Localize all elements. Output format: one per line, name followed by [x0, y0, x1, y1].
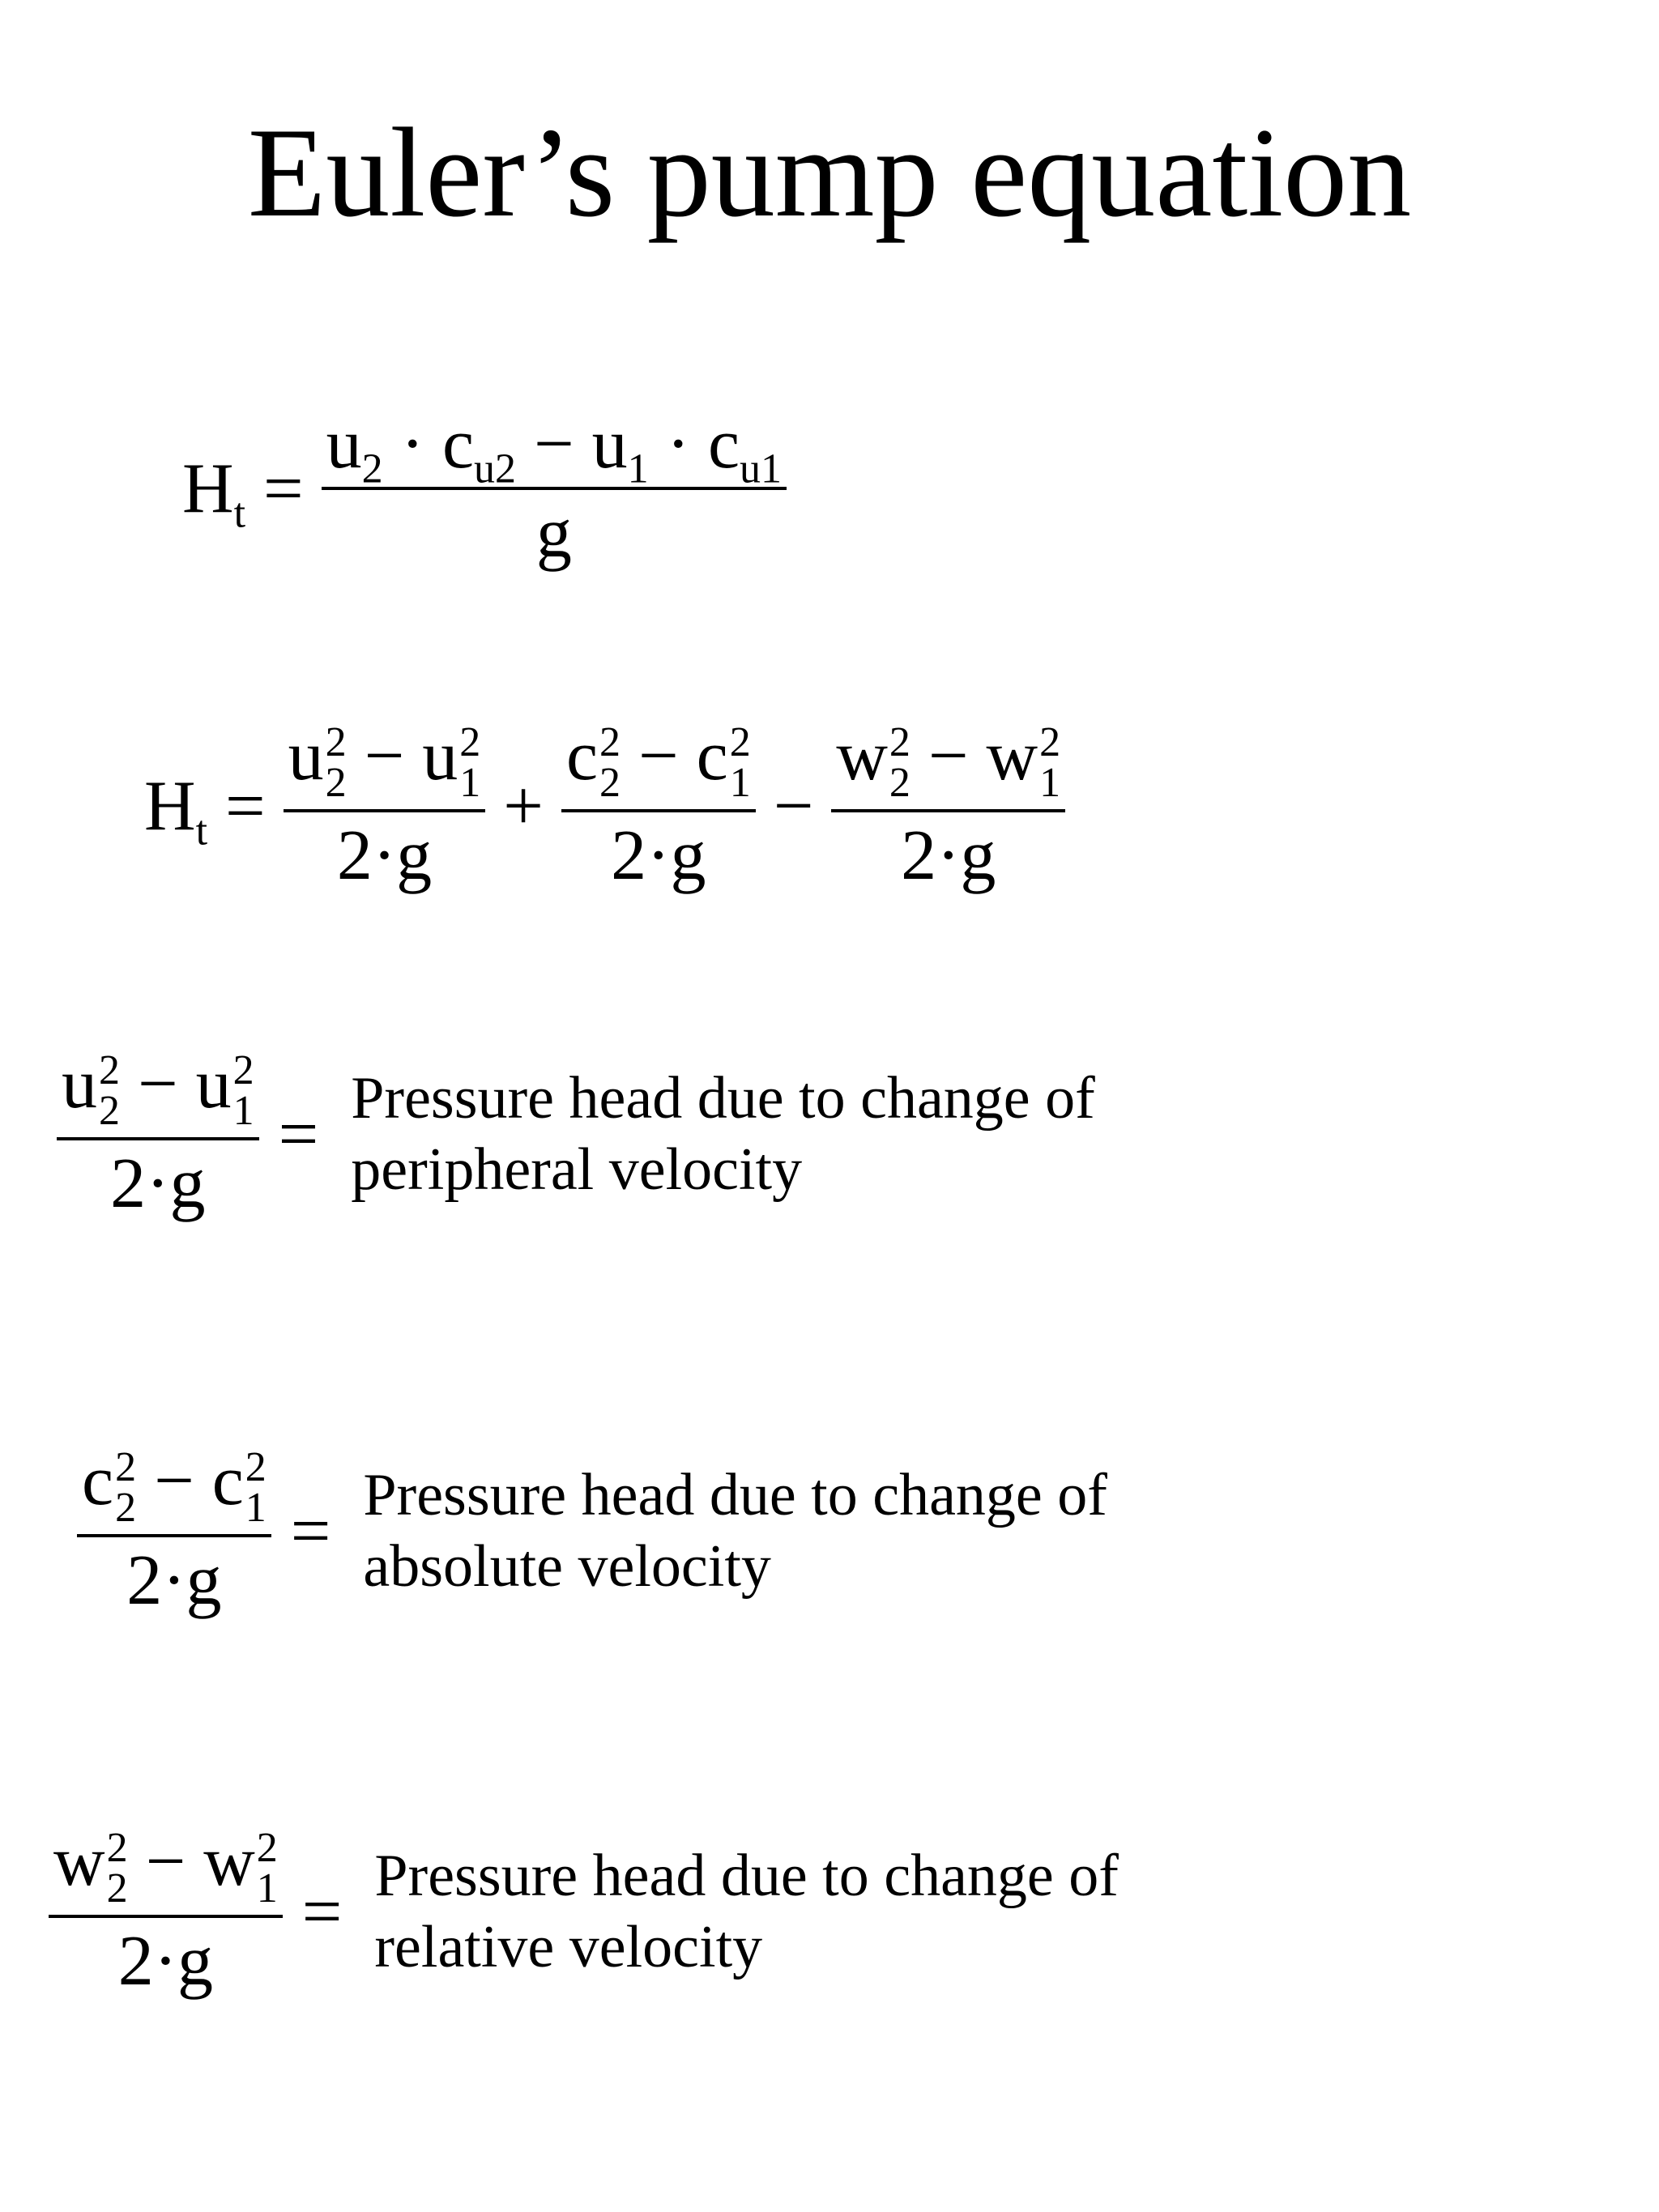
equals-sign: = [278, 1094, 319, 1174]
definition-line-1: Pressure head due to change of [351, 1065, 1095, 1132]
definition-absolute [77, 1442, 1107, 1621]
equals-sign: = [301, 1872, 343, 1951]
definition-text [351, 1063, 1095, 1205]
numerator: c 2 2 − c 2 1 [565, 717, 751, 806]
definition-text [363, 1460, 1107, 1602]
equals-sign: = [263, 450, 304, 528]
equals-sign: = [225, 766, 266, 846]
head-symbol: $H_t$ [182, 450, 246, 537]
denominator: 2·g [77, 1534, 271, 1617]
denominator: 2·g [561, 809, 756, 892]
numerator: w 2 2 − w 2 1 [836, 717, 1061, 806]
minus-sign: − [773, 766, 814, 846]
fraction [322, 405, 787, 573]
denominator: 2·g [831, 809, 1065, 892]
definition-line-2: peripheral velocity [351, 1136, 803, 1203]
fraction [49, 1822, 283, 2001]
numerator: c 2 2 − c 2 1 [82, 1442, 267, 1531]
definition-relative [49, 1822, 1119, 2001]
fraction-absolute [561, 717, 756, 896]
numerator: w 2 2 − w 2 1 [53, 1822, 278, 1912]
plus-sign: + [503, 766, 544, 846]
page-title: Euler’s pump equation [247, 102, 1412, 244]
definition-line-2: absolute velocity [363, 1532, 771, 1600]
denominator: 2·g [57, 1137, 259, 1220]
numerator: u 2 2 − u 2 1 [288, 717, 481, 806]
definition-text [374, 1841, 1119, 1983]
fraction [77, 1442, 271, 1621]
fraction [57, 1045, 259, 1224]
denominator: g [322, 487, 787, 569]
equals-sign: = [290, 1491, 331, 1571]
fraction-peripheral [284, 717, 486, 896]
definition-line-1: Pressure head due to change of [374, 1843, 1119, 1910]
euler-equation-basic [182, 405, 787, 573]
denominator: 2·g [49, 1915, 283, 1997]
head-symbol: $H_t$ [144, 766, 208, 855]
definition-line-1: Pressure head due to change of [363, 1462, 1107, 1529]
numerator: u 2 2 − u 2 1 [62, 1045, 254, 1134]
denominator: 2·g [284, 809, 486, 892]
numerator: $u_2 \cdot c_{u2} - u_1 \cdot c_{u1}$ [326, 405, 783, 492]
fraction-relative [831, 717, 1065, 896]
euler-equation-expanded [144, 717, 1065, 896]
definition-peripheral [57, 1045, 1095, 1224]
definition-line-2: relative velocity [374, 1913, 763, 1980]
